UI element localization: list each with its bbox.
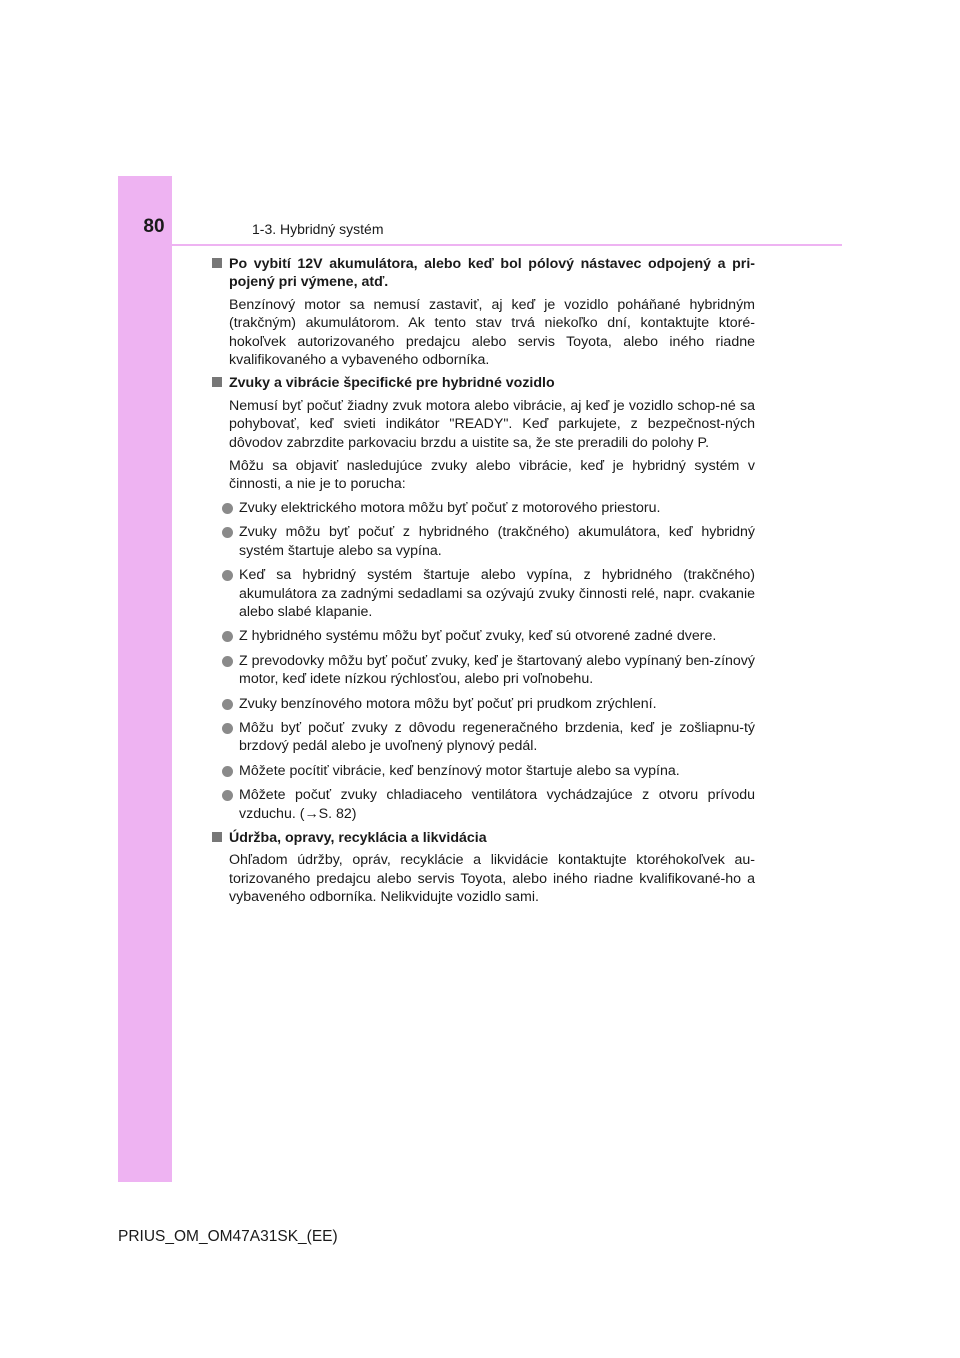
list-item-text: Zvuky môžu byť počuť z hybridného (trakčného) akumulátora, keď hybridný systém štartuje alebo sa vypína. [239,524,755,559]
square-bullet-icon [212,258,222,268]
section-title: 1-3. Hybridný systém [252,221,384,237]
section-heading-text: Po vybití 12V akumulátora, alebo keď bol pólový nástavec odpojený a pri-pojený pri výmene, atď. [229,256,755,291]
section-heading-sounds [210,374,755,392]
list-item-text: Z prevodovky môžu byť počuť zvuky, keď je štartovaný alebo vypínaný ben-zínový motor, keď idete nízkou rýchlosťou, alebo pri voľnobehu. [239,652,755,688]
list-item-text: Môžu byť počuť zvuky z dôvodu regeneračného brzdenia, keď je zošliapnu-tý brzdový pedál alebo je uvoľnený plynový pedál. [239,719,755,755]
page-content [210,255,755,912]
round-bullet-icon [222,656,233,667]
round-bullet-icon [222,723,233,734]
list-item [210,719,755,756]
section-heading-maintenance [210,829,755,847]
round-bullet-icon [222,790,233,801]
list-item-text: Keď sa hybridný systém štartuje alebo vypína, z hybridného (trakčného) akumulátora za zadnými sedadlami sa ozývajú zvuky činnosti relé, napr. cvakanie alebo slabé klapanie. [239,567,755,620]
section-paragraph: Ohľadom údržby, opráv, recyklácie a likvidácie kontaktujte ktoréhokoľvek au-torizovaného predajcu alebo servis Toyota, alebo iného riadne kvalifikované-ho a vybaveného odborníka. Nelikvidujte vozidlo sami. [229,852,755,906]
round-bullet-icon [222,527,233,538]
list-item-text: Zvuky elektrického motora môžu byť počuť z motorového priestoru. [239,499,661,516]
section-paragraph: Benzínový motor sa nemusí zastaviť, aj keď je vozidlo poháňané hybridným (trakčným) akumulátorom. Ak tento stav trvá niekoľko dní, kontaktujte ktoré-hokoľvek autorizovaného predajcu alebo servis Toyota, alebo iného riadne kvalifikovaného a vybaveného odborníka. [229,296,755,369]
round-bullet-icon [222,570,233,581]
list-item [210,762,755,780]
list-item [210,566,755,621]
page-number: 80 [143,216,165,237]
square-bullet-icon [212,377,222,387]
section-heading-battery [210,255,755,292]
list-item-text: Môžete počuť zvuky chladiaceho ventilátora vychádzajúce z otvoru prívodu vzduchu. (→S. 82) [239,787,755,822]
list-item [210,652,755,689]
list-item-text: Môžete pocítiť vibrácie, keď benzínový motor štartuje alebo sa vypína. [239,762,680,779]
list-item [210,786,755,823]
document-code: PRIUS_OM_OM47A31SK_(EE) [118,1228,338,1245]
list-item [210,627,755,645]
section-heading-text: Zvuky a vibrácie špecifické pre hybridné vozidlo [229,375,555,392]
page-header [143,176,842,246]
section-paragraph: Nemusí byť počuť žiadny zvuk motora alebo vibrácie, aj keď je vozidlo schop-né sa pohybovať, keď svieti indikátor "READY". Keď parkujete, z bezpečnost-ných dôvodov zabrzdite parkovaciu brzdu a uistite sa, že ste preradili do polohy P. [229,397,755,451]
list-item [210,523,755,560]
list-item-text: Z hybridného systému môžu byť počuť zvuky, keď sú otvorené zadné dvere. [239,628,717,645]
round-bullet-icon [222,766,233,777]
list-item [210,695,755,713]
square-bullet-icon [212,832,222,842]
round-bullet-icon [222,503,233,514]
chapter-sidebar-band [118,176,172,1182]
page-header-inner [143,176,842,244]
section-heading-text: Údržba, opravy, recyklácia a likvidácia [229,829,487,846]
section-paragraph: Môžu sa objaviť nasledujúce zvuky alebo vibrácie, keď je hybridný systém v činnosti, a nie je to porucha: [229,458,755,493]
round-bullet-icon [222,699,233,710]
list-item-text: Zvuky benzínového motora môžu byť počuť pri prudkom zrýchlení. [239,695,657,712]
round-bullet-icon [222,631,233,642]
sound-list [210,499,755,823]
list-item [210,499,755,517]
